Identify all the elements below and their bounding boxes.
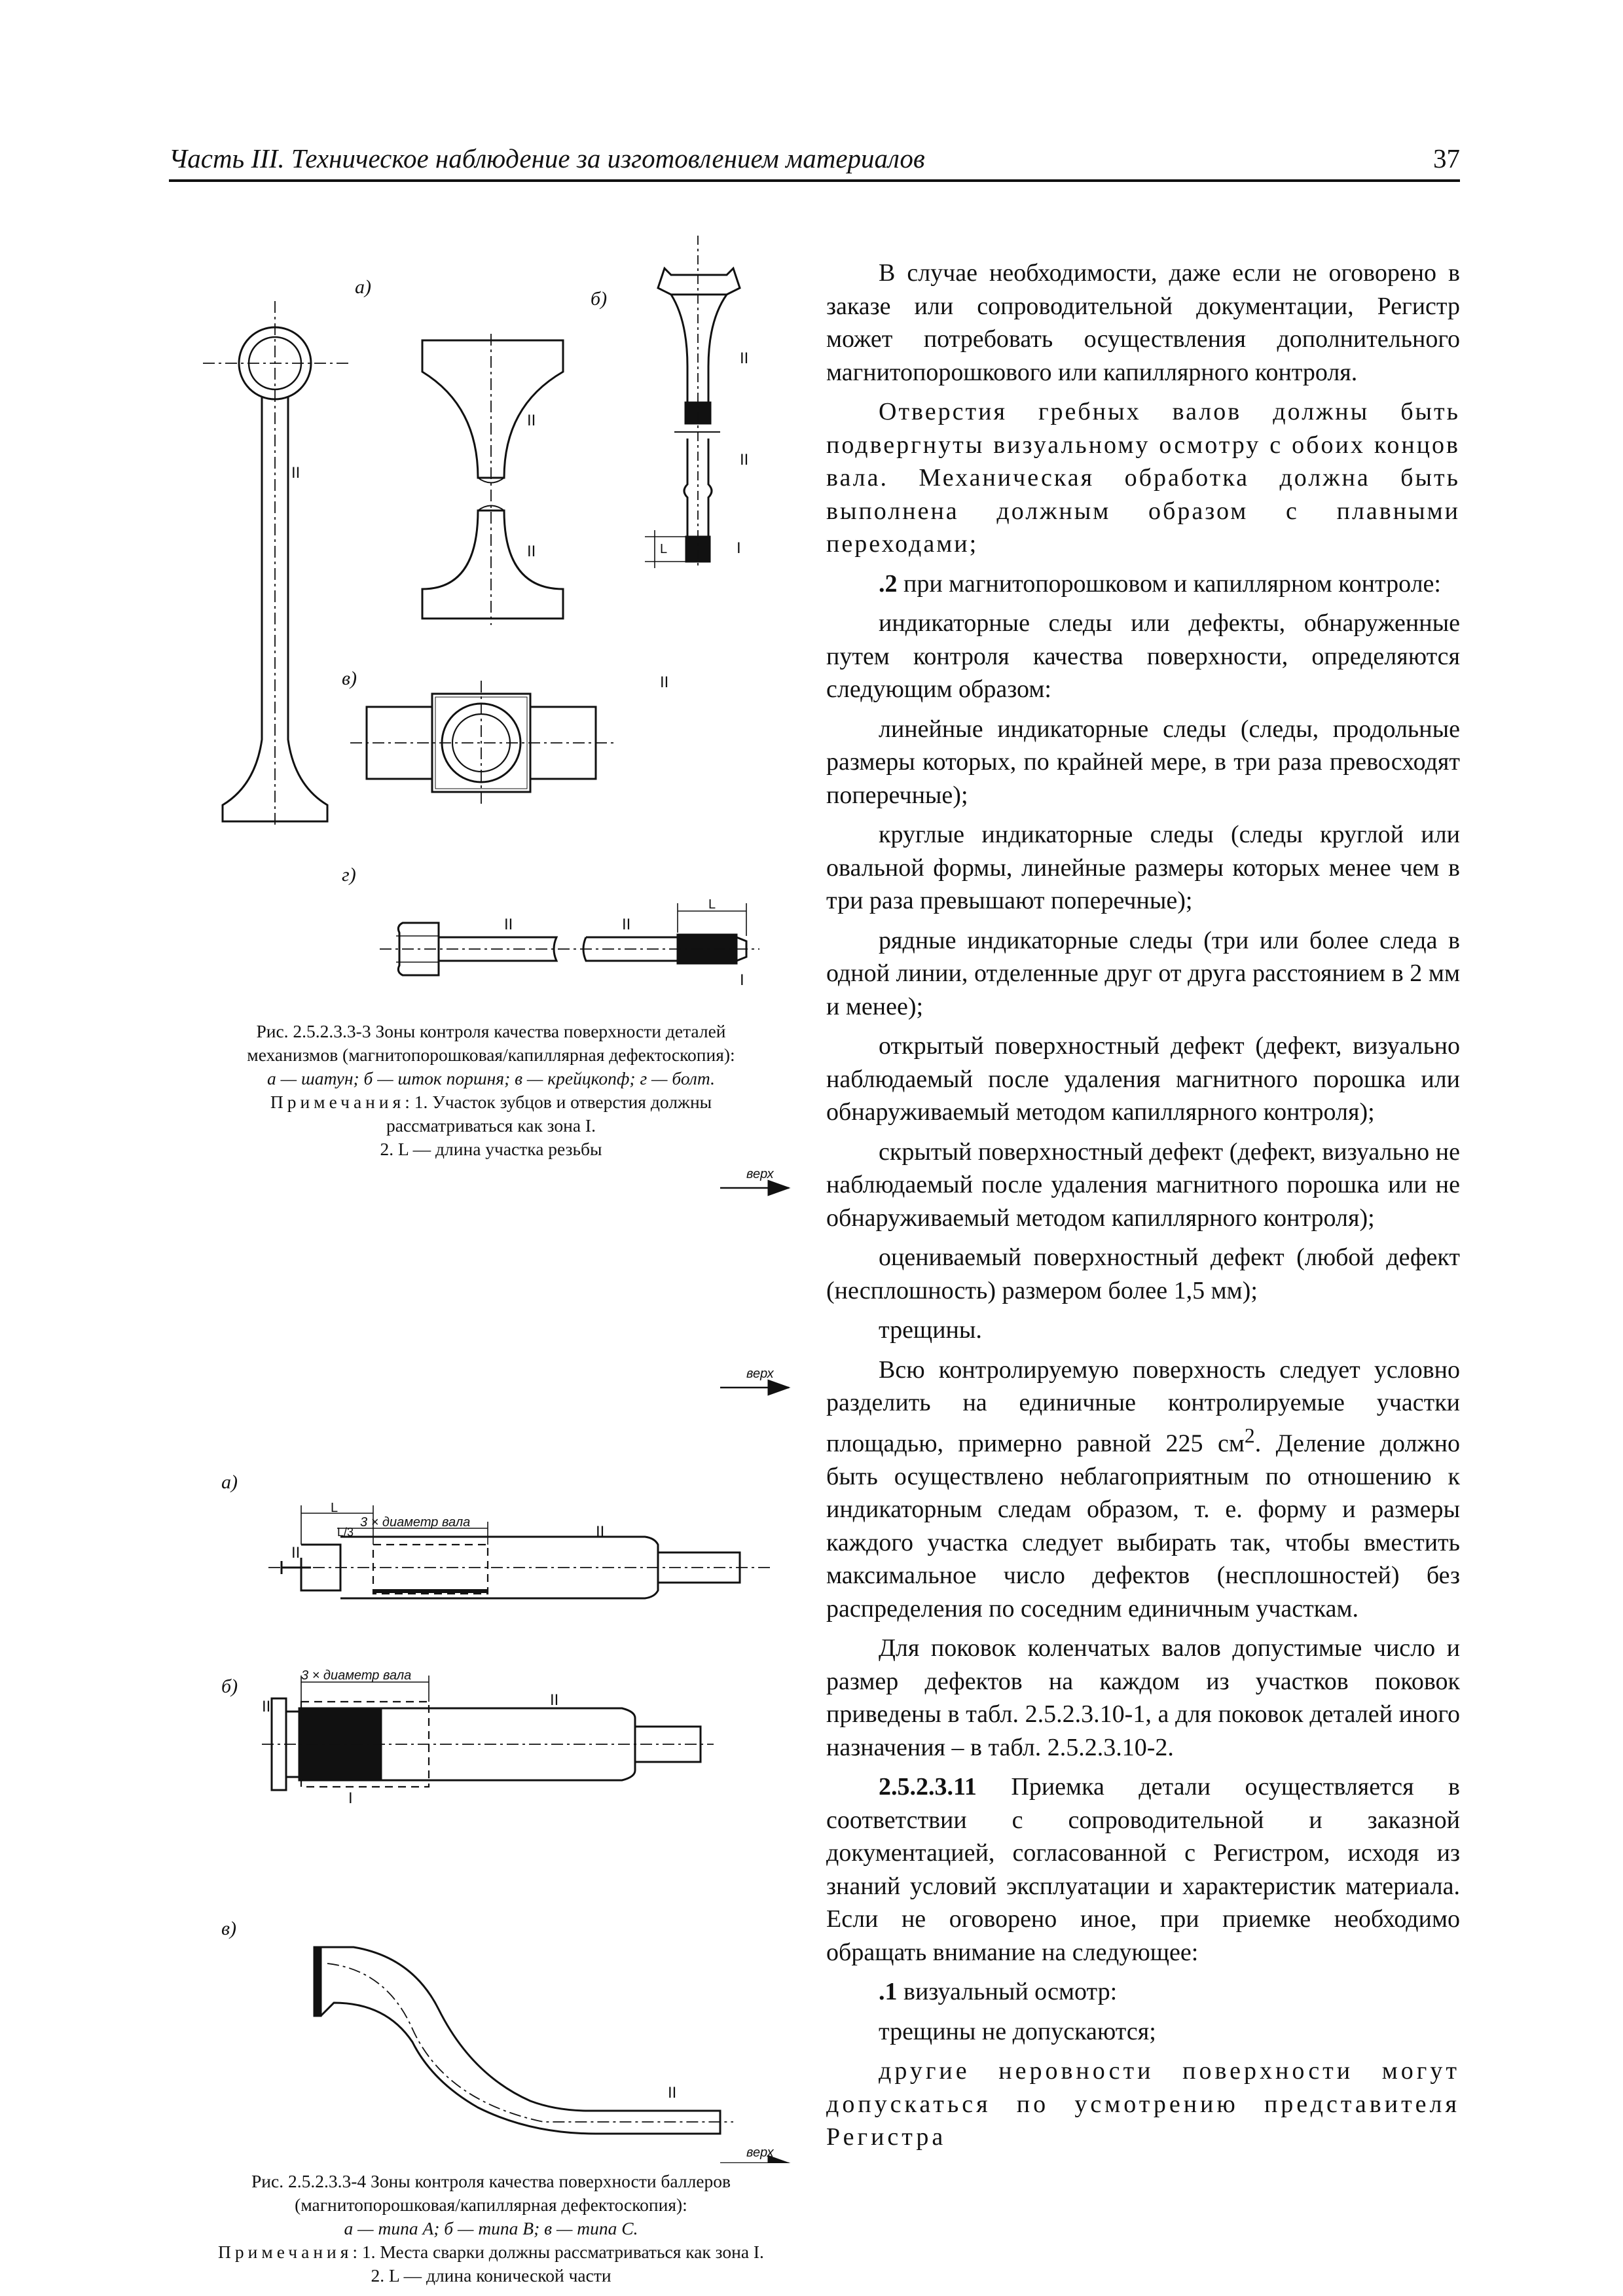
- paragraph: визуальный осмотр:: [897, 1978, 1118, 2006]
- dimension-label: L/3: [337, 1526, 354, 1539]
- zone-label: II: [660, 673, 669, 691]
- paragraph: Приемка детали осуществляется в соответствии с сопроводительной и заказной документацией, согласованной с Регистром, исходя из знаний условий эксплуатации и характеристик материала. Если не оговорено иное, при приемке необходимо обращать внимание на следующее:: [826, 1773, 1460, 1966]
- zone-label: II: [668, 2084, 677, 2102]
- caption-line: механизмов (магнитопорошковая/капиллярная дефектоскопия):: [247, 1045, 735, 1065]
- caption-note: : 1. Места сварки должны рассматриваться как зона I.: [352, 2242, 764, 2262]
- paragraph: Всю контролируемую поверхность следует условно разделить на единичные контролируемые участки площадью, примерно равной 225 см: [826, 1355, 1460, 1458]
- zone-label: II: [527, 412, 536, 429]
- zone-label: II: [504, 916, 513, 933]
- item-number: .2: [879, 569, 898, 598]
- zone-label: II: [550, 1691, 559, 1709]
- crosshead-drawing: [350, 681, 615, 805]
- caption-line: Рис. 2.5.2.3.3-4 Зоны контроля качества поверхности баллеров: [251, 2171, 731, 2191]
- paragraph: открытый поверхностный дефект (дефект, визуально наблюдаемый после удаления магнитного порошка или обнаруживаемый методом капиллярного контроля);: [826, 1032, 1460, 1126]
- figure-machine-parts-drawing: [164, 223, 818, 1014]
- zone-label: II: [527, 543, 536, 560]
- dimension-label: L: [708, 897, 716, 912]
- paragraph: линейные индикаторные следы (следы, продольные размеры которых, по крайней мере, в три раза превосходят поперечные);: [826, 715, 1460, 809]
- running-header: [169, 139, 1460, 182]
- zone-label: I: [740, 971, 744, 989]
- zone-label: II: [291, 1544, 301, 1562]
- paragraph: Отверстия гребных валов должны быть подвергнуты визуальному осмотру с обоих концов вала. Механическая обработка должна быть выполнена должным образом с плавными переходами;: [826, 398, 1460, 558]
- figure-rudder-stocks: [164, 1165, 818, 2163]
- paragraph: скрытый поверхностный дефект (дефект, визуально не наблюдаемый после удаления магнитного порошка или не обнаруживаемый методом капиллярного контроля);: [826, 1138, 1460, 1232]
- paragraph: трещины.: [879, 1316, 982, 1344]
- figure-machine-parts: [164, 223, 818, 1014]
- zone-label: II: [262, 1698, 271, 1715]
- superscript: 2: [1244, 1424, 1255, 1447]
- notes-label: Примечания: [218, 2242, 353, 2262]
- subfig-g-label: г): [342, 864, 356, 886]
- zone-label: II: [291, 464, 301, 482]
- up-direction-label: верх: [746, 1367, 774, 1381]
- rudder-stock-type-b: [262, 1676, 714, 1790]
- paragraph: трещины не допускаются;: [879, 2017, 1156, 2045]
- zone-label: II: [596, 1523, 605, 1541]
- paragraph: круглые индикаторные следы (следы круглой или овальной формы, линейные размеры которых менее чем в три раза превышают поперечные);: [826, 821, 1460, 914]
- paragraph: . Деление должно быть осуществлено неблагоприятным по отношению к индикаторным следам образом, т. е. форму и размеры каждого участка следует выбирать так, чтобы вместить максимальное число дефектов (несплошностей) без распределения по соседним единичным участкам.: [826, 1429, 1460, 1623]
- zone-label: I: [348, 1789, 353, 1807]
- dimension-label: L: [660, 542, 668, 556]
- figure1-caption: [164, 1020, 818, 1161]
- body-text-column: [826, 257, 1460, 2154]
- zone-label: II: [622, 916, 631, 933]
- subfig-v-label: в): [342, 668, 357, 689]
- subfig-v-label: в): [221, 1918, 237, 1939]
- dimension-label: 3 × диаметр вала: [360, 1515, 471, 1530]
- subfig-b-label: б): [221, 1676, 238, 1697]
- caption-line: (магнитопорошковая/капиллярная дефектоскопия):: [295, 2195, 687, 2215]
- subfig-b-label: б): [591, 288, 608, 310]
- paragraph: рядные индикаторные следы (три или более следа в одной линии, отделенные друг от друга расстоянием в 2 мм и менее);: [826, 926, 1460, 1020]
- figure2-caption: [164, 2170, 818, 2287]
- zone-label: II: [740, 350, 749, 367]
- zone-label: II: [740, 451, 749, 469]
- caption-note: 2. L — длина участка резьбы: [380, 1139, 602, 1159]
- paragraph: при магнитопорошковом и капиллярном контроле:: [897, 569, 1441, 598]
- subfig-a-label: а): [355, 276, 371, 298]
- subfig-a-label: а): [221, 1471, 238, 1493]
- dimension-label: L: [331, 1501, 338, 1515]
- caption-line: а — шатун; б — шток поршня; в — крейцкопф; г — болт.: [267, 1068, 715, 1088]
- paragraph: другие неровности поверхности могут допускаться по усмотрению представителя Регистра: [826, 2057, 1460, 2151]
- header-title: Часть III. Техническое наблюдение за изготовлением материалов: [169, 143, 925, 173]
- caption-note: 2. L — длина конической части: [371, 2265, 611, 2286]
- page-number: 37: [1433, 143, 1460, 173]
- caption-line: а — типа А; б — типа В; в — типа С.: [344, 2218, 638, 2238]
- notes-label: Примечания: [270, 1092, 405, 1112]
- caption-note: рассматриваться как зона I.: [386, 1115, 596, 1136]
- paragraph: оцениваемый поверхностный дефект (любой дефект (несплошность) размером более 1,5 мм);: [826, 1244, 1460, 1304]
- up-direction-label: верх: [746, 1167, 774, 1181]
- left-column: [164, 223, 818, 2286]
- rudder-stock-type-c: [314, 1947, 733, 2134]
- paragraph: В случае необходимости, даже если не оговорено в заказе или сопроводительной документации, Регистр может потребовать осуществления дополнительного магнитопорошкового или капиллярного контроля.: [826, 259, 1460, 386]
- section-number: 2.5.2.3.11: [879, 1773, 977, 1801]
- dimension-label: 3 × диаметр вала: [301, 1668, 412, 1683]
- figure-rudder-stocks-drawing: [164, 1165, 818, 2163]
- paragraph: индикаторные следы или дефекты, обнаруженные путем контроля качества поверхности, определяются следующим образом:: [826, 609, 1460, 703]
- up-direction-label: верх: [746, 2145, 774, 2160]
- paragraph: Для поковок коленчатых валов допустимые число и размер дефектов на каждом из участков поковок приведены в табл. 2.5.2.3.10-1, а для поковок деталей иного назначения – в табл. 2.5.2.3.10-2.: [826, 1634, 1460, 1761]
- item-number: .1: [879, 1978, 898, 2006]
- rudder-stock-type-a: [268, 1505, 773, 1598]
- caption-note: : 1. Участок зубцов и отверстия должны: [405, 1092, 712, 1112]
- zone-label: I: [737, 539, 741, 557]
- bolt-drawing: [380, 903, 759, 975]
- caption-line: Рис. 2.5.2.3.3-3 Зоны контроля качества поверхности деталей: [256, 1021, 726, 1041]
- piston-rod-drawing: [645, 236, 740, 569]
